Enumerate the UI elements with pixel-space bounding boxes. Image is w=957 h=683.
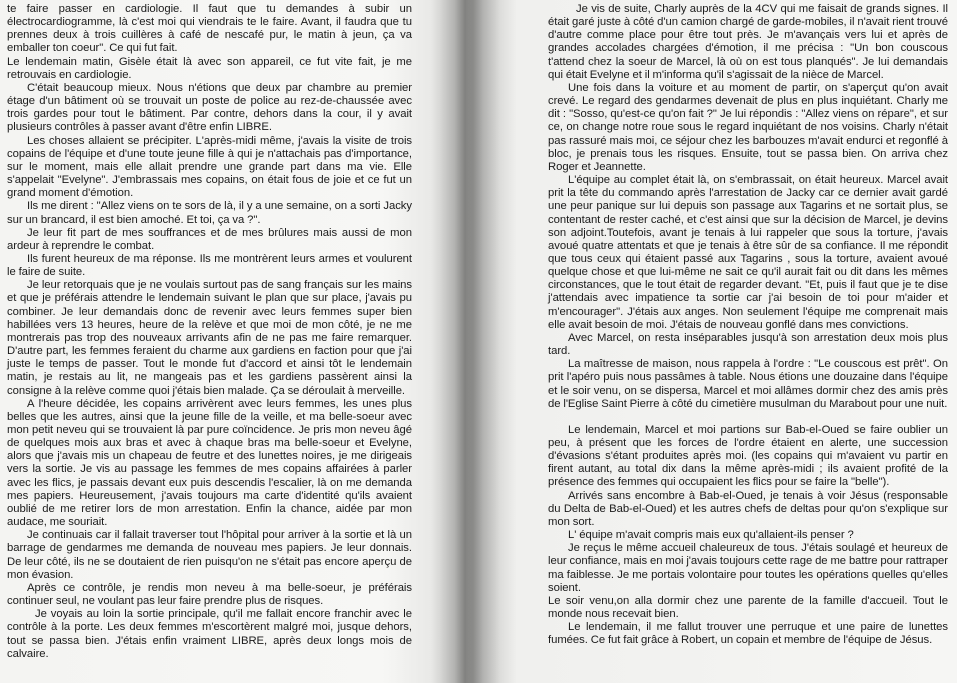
right-paragraph-3: L'équipe au complet était là, on s'embrassait, on était heureux. Marcel avait prit la tête du commando après l'arrestation de Jacky car ce dernier avait gardé une peur panique sur lui depuis son passage aux Tagarins et ne sortait plus, se contentant de rester caché, et c'est ainsi que sur la décision de Marcel, je devins son adjoint.Toutefois, avant je tenais à lui rappeler que sous la torture, j'avais avoué quatre attentats et que je tenais à être sûr de sa confiance. Il me répondit que tous ceux qui étaient passé aux Tagarins , sous la torture, avaient avoué quelque chose et que lui-même ne sait ce qu'il aurait fait ou dit dans les mêmes circonstances, que le tout était de regarder devant. "Et, puis il faut que je te dise j'attendais avec impatience ta sortie car j'ai besoin de toi pour m'aider et m'encourager". J'étais aux anges. Non seulement l'équipe me comprenait mais elle avait besoin de moi. J'étais de nouveau gonflé dans mes convictions.	[548, 174, 948, 331]
left-paragraph-4: Les choses allaient se précipiter. L'après-midi même, j'avais la visite de trois copains de l'équipe et d'une toute jeune fille à qui je n'attachais pas d'importance, sur le moment, mais elle allait prendre une grande part dans ma vie. Elle s'appelait "Evelyne". J'embrassais mes copains, on était fous de joie et ce fut un grand moment d'émotion.	[7, 134, 412, 200]
left-paragraph-8: Je leur retorquais que je ne voulais surtout pas de sang français sur les mains et que je préférais attendre le lendemain suivant le plan que sur place, j'avais pu combiner. Je leur demandais donc de revenir avec leurs femmes super bien habillées vers 13 heures, heure de la relève et que moi de mon côté, je ne me montrerais pas trop des nouveaux arrivants afin de ne pas me faire remarquer. D'autre part, les femmes feraient du charme aux gardiens en faction pour que j'ai juste le temps de passer. Tout le monde fut d'accord et ainsi tôt le lendemain matin, je restais au lit, ne mangeais pas et les gardiens passèrent ainsi la consigne à la relève comme quoi j'étais bien malade. Ça se déroulait à merveille.	[7, 279, 412, 397]
right-paragraph-9: Je reçus le même accueil chaleureux de tous. J'étais soulagé et heureux de leur confiance, mais en moi j'avais toujours cette rage de me battre pour rattraper ma faiblesse. Je me portais volontaire pour toutes les opérations quelles qu'elles soient.	[548, 542, 948, 594]
right-paragraph-2: Une fois dans la voiture et au moment de partir, on s'aperçut qu'on avait crevé. Le regard des gendarmes devenait de plus en plus inquiétant. Charly me dit : "Sosso, qu'est-ce qu'on fait ?" Je lui répondis : "Allez viens on répare", et sur ce, on change notre roue sous le regard inquiétant de nos voisins. Charly n'était pas rassuré mais moi, ce séjour chez les barbouzes m'avait endurci et regonflé à bloc, je prenais tous les risques. Ensuite, tout se passa bien. On arriva chez Roger et Jeannette.	[548, 81, 948, 173]
right-paragraph-4: Avec Marcel, on resta inséparables jusqu'à son arrestation deux mois plus tard.	[548, 331, 948, 358]
right-paragraph-11: Le lendemain, il me fallut trouver une perruque et une paire de lunettes fumées. Ce fut fait grâce à Robert, un copain et membre de l'équipe de Jésus.	[548, 621, 948, 647]
left-paragraph-9: A l'heure décidée, les copains arrivèrent avec leurs femmes, les unes plus belles que les autres, ainsi que la jeune fille de la veille, et ma belle-soeur avec mon petit neveu qui se trouvaient là par pure coïncidence. Je pris mon neveu âgé de quelques mois aux bras et avec à chaque bras ma belle-soeur et Evelyne, alors que j'avais mis un chapeau de feutre et des lunettes noires, je me dirigeais vers la sortie. Je vis au passage les femmes de mes copains affairées à parler avec les flics, je passais devant eux puis descendis l'escalier, là on me demanda mes papiers. Heureusement, j'avais toujours ma carte d'identité qu'ils avaient oublié de me retirer lors de mon arrestation. Enfin la chance, aidée par mon audace, me souriait.	[7, 397, 412, 529]
right-paragraph-7: Arrivés sans encombre à Bab-el-Oued, je tenais à voir Jésus (responsable du Delta de Bab-el-Oued) et les autres chefs de deltas pour qu'on s'explique sur mon sort.	[548, 489, 948, 528]
left-paragraph-12: Je voyais au loin la sortie principale, qu'il me fallait encore franchir avec le contrôle à la porte. Les deux femmes m'escortèrent malgré moi, jusque dehors, tout se passa bien. J'étais enfin vraiment LIBRE, après deux longs mois de calvaire.	[7, 608, 412, 660]
right-paragraph-5: La maîtresse de maison, nous rappela à l'ordre : "Le couscous est prêt". On prit l'apéro puis nous passâmes à table. Nous étions une douzaine dans l'équipe et le soir venu, on se dispersa, Marcel et moi allâmes dormir chez des amis près de l'Eglise Saint Pierre à côté du cimetière musulman du Marabout pour une nuit.	[548, 358, 948, 410]
left-paragraph-2: Le lendemain matin, Gisèle était là avec son appareil, ce fut vite fait, je me retrouvais en cardiologie.	[7, 55, 412, 81]
right-paragraph-8: L' équipe m'avait compris mais eux qu'allaient-ils penser ?	[568, 529, 854, 542]
left-paragraph-3: C'était beaucoup mieux. Nous n'étions que deux par chambre au premier étage d'un bâtiment où se trouvait un poste de police au rez-de-chaussée avec trois gardes pour tout le bâtiment. Par contre, dehors dans la cour, il y avait plusieurs contrôles à passer avant d'être enfin LIBRE.	[7, 81, 412, 134]
left-paragraph-6: Je leur fit part de mes souffrances et de mes brûlures mais aussi de mon ardeur à reprendre le combat.	[7, 226, 412, 252]
left-paragraph-1: te faire passer en cardiologie. Il faut que tu demandes à subir un électrocardiogramme, là c'est moi qui viendrais te le faire. Avant, il faudra que tu prennes deux à trois cuillères à café de nescafé pur, le matin à jeun, ça va emballer ton coeur". Ce qui fut fait.	[7, 3, 412, 55]
book-gutter	[440, 0, 500, 683]
left-paragraph-10: Je continuais car il fallait traverser tout l'hôpital pour arriver à la sortie et là un barrage de gendarmes me demanda de nouveau mes papiers. Je leur donnais. De leur côté, ils ne se doutaient de rien puisqu'on ne s'était pas encore aperçu de mon évasion.	[7, 529, 412, 581]
right-paragraph-6: Le lendemain, Marcel et moi partions sur Bab-el-Oued se faire oublier un peu, à présent que les forces de l'ordre étaient en alerte, une succession d'évasions s'étant produites après moi. (les copains qui m'avaient vu partir en firent autant, au total dix dans la même après-midi ; ils avaient profité de la présence des femmes qui occupaient les flics pour se faire la "belle").	[548, 423, 948, 489]
left-paragraph-11: Après ce contrôle, je rendis mon neveu à ma belle-soeur, je préférais continuer seul, ne voulant pas leur faire prendre plus de risques.	[7, 581, 412, 608]
right-paragraph-1: Je vis de suite, Charly auprès de la 4CV qui me faisait de grands signes. Il était garé juste à côté d'un camion chargé de garde-mobiles, il n'avait rient trouvé d'autre comme place pour être tout près. Je m'avançais vers lui et après de grandes accolades chargées d'émotion, il me précisa : "Un bon couscous t'attend chez la soeur de Marcel, là où on est tous planqués". Je lui demandais qui était Evelyne et il m'informa qu'il s'agissait de la nièce de Marcel.	[548, 3, 948, 81]
left-paragraph-7: Ils furent heureux de ma réponse. Ils me montrèrent leurs armes et voulurent le faire de suite.	[7, 252, 412, 279]
right-paragraph-10: Le soir venu,on alla dormir chez une parente de la famille d'accueil. Tout le monde nous recevait bien.	[548, 594, 948, 621]
left-paragraph-5: Ils me dirent : "Allez viens on te sors de là, il y a une semaine, on a sorti Jacky sur un brancard, il est bien amoché. Et toi, ça va ?".	[7, 200, 412, 226]
section-break	[548, 411, 948, 424]
left-page	[7, 3, 412, 661]
right-page	[548, 3, 948, 648]
